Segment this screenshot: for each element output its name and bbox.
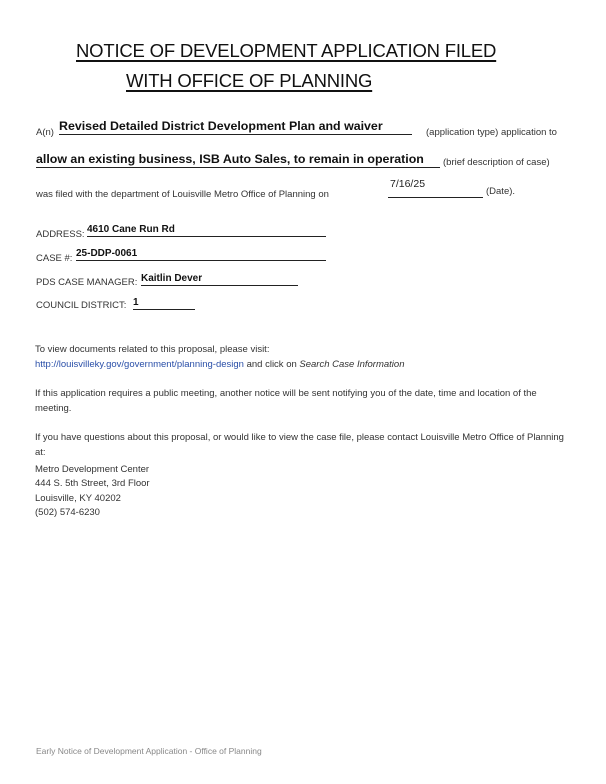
application-type-suffix: (application type) application to — [426, 127, 557, 138]
case-description-field: allow an existing business, ISB Auto Sales, to remain in operation — [36, 152, 440, 168]
search-case-information-text: Search Case Information — [299, 358, 405, 370]
contact-phone: (502) 574-6230 — [35, 506, 100, 518]
application-type-field: Revised Detailed District Development Plan and waiver — [59, 119, 412, 135]
application-prefix: A(n) — [36, 127, 54, 138]
contact-line-1: Metro Development Center — [35, 464, 150, 475]
title-line-1: NOTICE OF DEVELOPMENT APPLICATION FILED — [76, 40, 497, 61]
documents-paragraph — [35, 343, 575, 372]
contact-line-2: 444 S. 5th Street, 3rd Floor — [35, 478, 150, 490]
case-number-label: CASE #: — [36, 253, 73, 264]
case-manager-value: Kaitlin Dever — [141, 273, 298, 286]
contact-line-3: Louisville, KY 40202 — [35, 492, 121, 504]
council-district-value: 1 — [133, 297, 195, 310]
case-manager-label: PDS CASE MANAGER: — [36, 277, 138, 288]
council-district-label: COUNCIL DISTRICT: — [36, 300, 127, 311]
planning-design-link[interactable]: http://louisvilleky.gov/government/planning-design — [35, 358, 244, 370]
date-suffix: (Date). — [486, 186, 516, 197]
meeting-paragraph: If this application requires a public meeting, another notice will be sent notifying you of the date, time and location of the meeting. — [35, 388, 537, 414]
case-description-suffix: (brief description of case) — [443, 157, 550, 168]
questions-paragraph: If you have questions about this proposal, or would like to view the case file, please contact Louisville Metro Office of Planning at: — [35, 432, 564, 458]
documents-intro: To view documents related to this proposal, please visit: — [35, 344, 270, 355]
and-click-text: and click on — [246, 358, 297, 370]
case-number-value: 25-DDP-0061 — [76, 248, 326, 261]
address-value: 4610 Cane Run Rd — [87, 224, 326, 237]
contact-address-block — [35, 463, 150, 520]
title-line-2: WITH OFFICE OF PLANNING — [126, 70, 373, 91]
page-footer: Early Notice of Development Application - Office of Planning — [36, 746, 262, 756]
filed-with-text: was filed with the department of Louisville Metro Office of Planning on — [36, 189, 329, 200]
filed-date-line — [388, 197, 483, 198]
address-label: ADDRESS: — [36, 229, 85, 240]
filed-date-value: 7/16/25 — [390, 178, 426, 190]
